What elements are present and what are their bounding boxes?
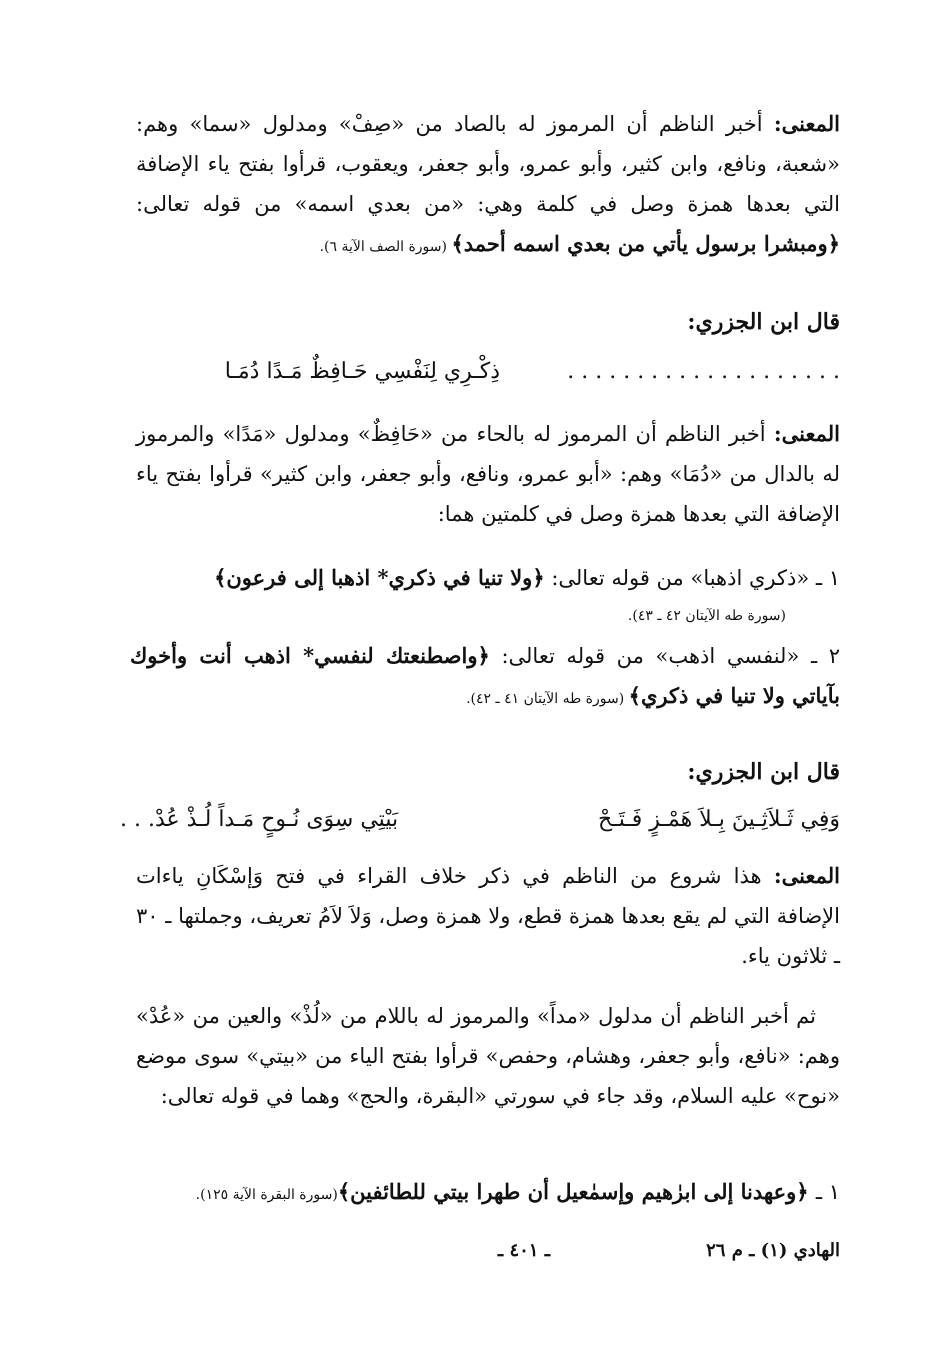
quran-verse: ﴿ولا تنيا في ذكري* اذهبا إلى فرعون﴾	[214, 565, 545, 590]
meaning-label: المعنى:	[773, 863, 840, 888]
list-item-1	[130, 558, 840, 598]
quran-verse: ﴿ومبشرا برسول يأتي من بعدي اسمه أحمد﴾	[451, 231, 840, 256]
meaning-label: المعنى:	[773, 111, 840, 136]
quran-verse: ﴿وعهدنا إلى ابرٰهيم وإسمٰعيل أن طهرا بيتي للطائفين﴾	[337, 1179, 816, 1204]
paragraph-text: أخبر الناظم أن المرموز له بالحاء من «حَافِظٌ» ومدلول «مَدًا» والمرموز له بالدال من «دُمَا» وهم: «أبو عمرو، ونافع، وأبو جعفر، وابن كثير» قرأوا بفتح ياء الإضافة التي بعدها همزة وصل في كلمتين هما:	[136, 422, 840, 526]
surah-reference: (سورة الصف الآية ٦).	[319, 239, 452, 255]
paragraph-meaning-3	[136, 856, 840, 976]
verse-hemistich-second: وَفِي ثَـلاَثِـينَ بِـلاَ هَمْـزٍ فَـتَـحْ	[598, 807, 840, 832]
paragraph-text: ثم أخبر الناظم أن مدلول «مداً» والمرموز له باللام من «لُذْ» والعين من «عُدْ» وهم: «نافع، وأبو جعفر، وهشام، وحفص» قرأوا بفتح الياء من «بيتي» سوى موضع «نوح» عليه السلام، وقد جاء في سورتي «البقرة، والحج» وهما في قوله تعالى:	[136, 1004, 840, 1108]
paragraph-text: هذا شروع من الناظم في ذكر خلاف القراء في فتح وَإسْكَانِ ياءات الإضافة التي لم يقع بعدها همزة قطع، ولا همزة وصل، وَلاَ لاَمُ تعريف، وجملتها ـ ٣٠ ـ ثلاثون ياء.	[136, 864, 840, 968]
verse-hemistich-first: بَيْتِي سِوَى نُـوحٍ مَـداً لُـذْ عُدْ. . .	[120, 807, 399, 832]
section-heading-ibn-jazari-2: قال ابن الجزري:	[687, 759, 840, 785]
paragraph-meaning-2	[136, 414, 840, 534]
section-heading-ibn-jazari-1: قال ابن الجزري:	[687, 309, 840, 335]
paragraph-text: أخبر الناظم أن المرموز له بالصاد من «صِفْ» ومدلول «سما» وهم: «شعبة، ونافع، وابن كثير، وأبو عمرو، وأبو جعفر، ويعقوب، قرأوا بفتح ياء الإضافة التي بعدها همزة وصل في كلمة وهي: «من بعدي اسمه» من قوله تعالى:	[136, 112, 840, 216]
item-number: ١ ـ	[815, 1180, 840, 1204]
item-number: ٢ ـ	[810, 644, 841, 668]
surah-reference: (سورة البقرة الآية ١٢٥).	[195, 1187, 338, 1203]
quran-verse: ﴿واصطنعتك لنفسي* اذهب أنت وأخوك بآياتي ولا تنيا في ذكري﴾	[130, 643, 840, 708]
verse-hemistich-first: ذِكْـرِي لِنَفْسِي حَـافِظٌ مَـدًا دُمَـا	[224, 359, 500, 384]
paragraph-4	[136, 996, 840, 1116]
book-volume-label: الهادي (١) ـ م ٢٦	[706, 1240, 840, 1261]
surah-reference: (سورة طه الآيتان ٤١ ـ ٤٢).	[466, 691, 629, 707]
meaning-label: المعنى:	[773, 421, 840, 446]
list-item-2	[130, 636, 840, 719]
surah-reference: (سورة طه الآيتان ٤٢ ـ ٤٣).	[627, 608, 786, 624]
verse-hemistich-second: . . . . . . . . . . . . . . . . . . . .	[567, 359, 840, 384]
page-footer	[130, 1240, 840, 1270]
item-text: «ذكري اذهبا» من قوله تعالى:	[544, 566, 816, 590]
item-number: ١ ـ	[815, 566, 840, 590]
list-item-3	[130, 1172, 840, 1215]
paragraph-meaning-1	[136, 104, 840, 267]
item-text: «لنفسي اذهب» من قوله تعالى:	[489, 644, 811, 668]
page-number: ـ ٤٠١ ـ	[497, 1240, 550, 1261]
